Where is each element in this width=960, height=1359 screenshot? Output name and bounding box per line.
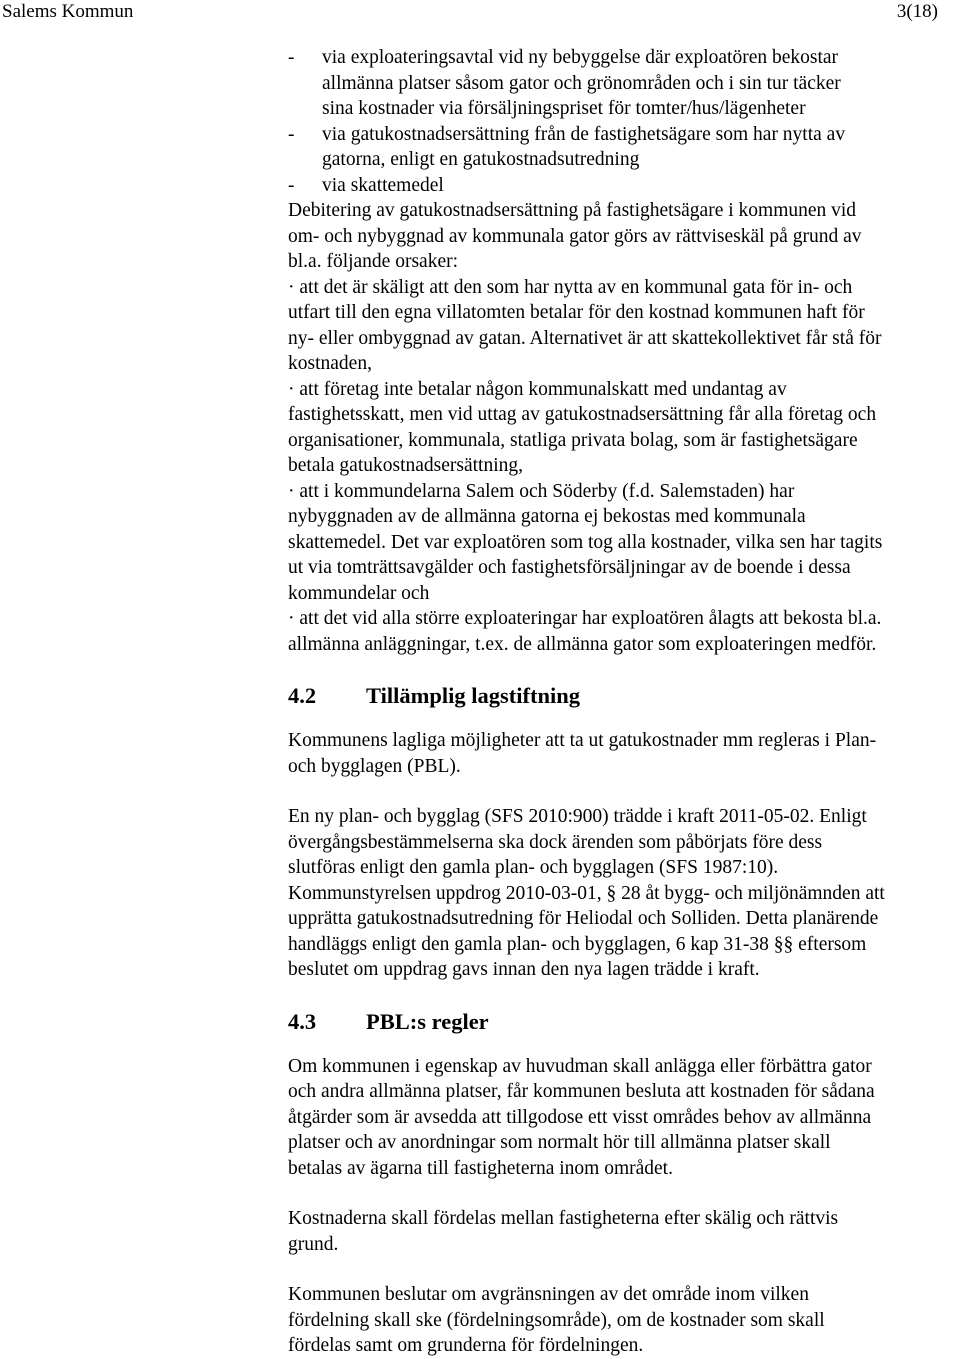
paragraph-line: Kommunstyrelsen uppdrog 2010-03-01, § 28 åt bygg- och miljönämnden att [288,882,885,904]
reason-item [288,479,960,607]
paragraph-line: slutföras enligt den gamla plan- och bygglagen (SFS 1987:10). [288,857,779,878]
paragraph [288,804,960,983]
paragraph-line: · att i kommundelarna Salem och Söderby (f.d. Salemstaden) har [288,480,795,502]
paragraph-line: En ny plan- och bygglag (SFS 2010:900) trädde i kraft 2011-05-02. Enligt [288,806,867,827]
paragraph-line: Kommunens lagliga möjligheter att ta ut gatukostnader mm regleras i Plan- [288,730,877,751]
paragraph-line: nybyggnaden av de allmänna gatorna ej bekostas med kommunala [288,506,806,527]
paragraph [288,1282,960,1359]
paragraph-line: Om kommunen i egenskap av huvudman skall anlägga eller förbättra gator [288,1055,872,1077]
paragraph-line: allmänna anläggningar, t.ex. de allmänna gator som exploateringen medför. [288,633,877,655]
paragraph-line: övergångsbestämmelserna ska dock ärenden som påbörjats före dess [288,831,823,853]
paragraph [288,728,960,779]
reason-item [288,275,960,377]
section-number: 4.2 [288,683,317,708]
paragraph [288,1054,960,1182]
list-item-line: gatorna, enligt en gatukostnadsutredning [322,149,640,170]
paragraph-line: platser och av anordningar som normalt hör till allmänna platser skall [288,1132,831,1153]
financing-list [288,45,960,198]
section-heading-4-2 [288,682,960,710]
paragraph [288,1206,960,1257]
list-item-line: via exploateringsavtal vid ny bebyggelse där exploatören bekostar [322,47,839,68]
list-item-line: via skattemedel [322,174,444,196]
paragraph-line: organisationer, kommunala, statliga privata bolag, som är fastighetsägare [288,429,858,451]
paragraph-line: fastighetsskatt, men vid uttag av gatukostnadsersättning får alla företag och [288,404,877,425]
list-item-line: sina kostnader via försäljningspriset för tomter/hus/lägenheter [322,98,806,119]
paragraph-line: grund. [288,1233,339,1255]
paragraph-line: betala gatukostnadsersättning, [288,455,524,476]
paragraph-line: och andra allmänna platser, får kommunen besluta att kostnaden för sådana [288,1081,875,1102]
list-item-line: allmänna platser såsom gator och grönområden och i sin tur täcker [322,72,841,94]
paragraph-line: utfart till den egna villatomten betalar för den kostnad kommunen haft för [288,302,865,323]
paragraph-line: fördelas samt om grunderna för fördelningen. [288,1335,644,1356]
section-number: 4.3 [288,1008,317,1034]
paragraph-line: Kostnaderna skall fördelas mellan fastigheterna efter skälig och rättvis [288,1208,839,1229]
list-dash: - [288,47,295,68]
page-header [0,0,960,24]
paragraph-line: · att det vid alla större exploateringar har exploatören ålagts att bekosta bl.a. [288,608,882,629]
paragraph-line: Kommunen beslutar om avgränsningen av det område inom vilken [288,1284,809,1305]
paragraph-line: kostnaden, [288,353,372,374]
reason-item [288,377,960,479]
paragraph-line: betalas av ägarna till fastigheterna inom området. [288,1157,673,1179]
paragraph-line: upprätta gatukostnadsutredning för Heliodal och Solliden. Detta planärende [288,908,879,929]
paragraph-line: Debitering av gatukostnadsersättning på fastighetsägare i kommunen vid [288,200,857,221]
section-title: Tillämplig lagstiftning [366,683,581,708]
paragraph-line: ut via tomträttsavgälder och fastighetsförsäljningar av de boende i dessa [288,557,851,578]
paragraph-line: skattemedel. Det var exploatören som tog alla kostnader, vilka sen har tagits [288,531,883,553]
section-title: PBL:s regler [366,1008,489,1034]
paragraph-line: beslutet om uppdrag gavs innan den nya lagen trädde i kraft. [288,959,760,980]
reasons-list [288,275,960,658]
document-body [288,45,960,1359]
list-item [256,122,960,173]
paragraph-line: bl.a. följande orsaker: [288,251,459,272]
paragraph-line: handläggs enligt den gamla plan- och bygglagen, 6 kap 31-38 §§ eftersom [288,933,867,955]
list-item [256,45,960,122]
paragraph-line: fördelning skall ske (fördelningsområde), om de kostnader som skall [288,1309,825,1331]
paragraph-line: ny- eller ombyggnad av gatan. Alternativet är att skattekollektivet får stå för [288,327,882,349]
list-dash: - [288,123,295,145]
page-number: 3(18) [896,1,938,22]
intro-paragraph [288,198,960,275]
section-heading-4-3 [288,1008,960,1036]
organization-name: Salems Kommun [2,1,134,22]
paragraph-line: · att det är skäligt att den som har nytta av en kommunal gata för in- och [288,276,853,298]
reason-item [288,606,960,657]
list-item-line: via gatukostnadsersättning från de fastighetsägare som har nytta av [322,123,846,145]
paragraph-line: kommundelar och [288,582,430,604]
list-item [256,173,960,199]
paragraph-line: åtgärder som är avsedda att tillgodose ett visst områdes behov av allmänna [288,1106,872,1128]
paragraph-line: om- och nybyggnad av kommunala gator görs av rättviseskäl på grund av [288,225,862,247]
paragraph-line: och bygglagen (PBL). [288,755,461,777]
list-dash: - [288,174,295,196]
paragraph-line: · att företag inte betalar någon kommunalskatt med undantag av [288,378,787,400]
